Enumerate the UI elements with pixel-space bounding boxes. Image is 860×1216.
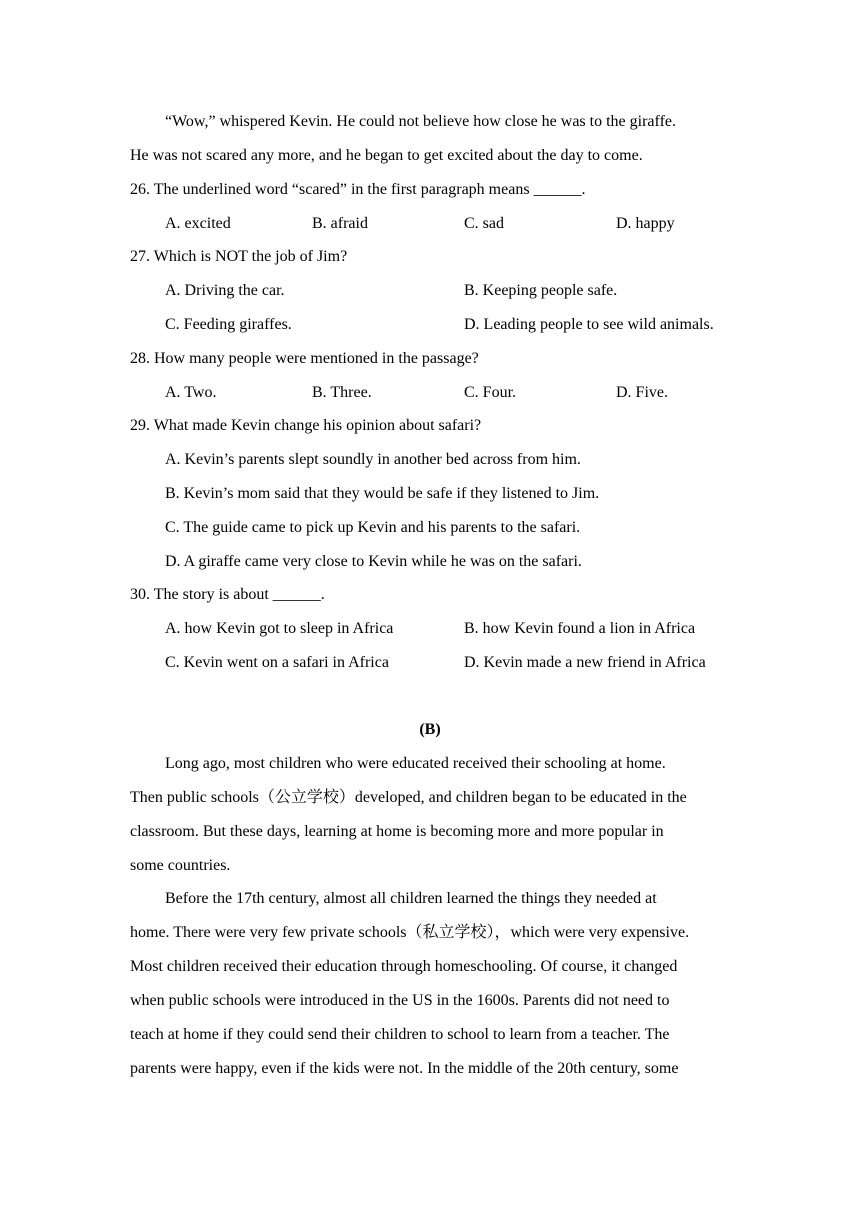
question-26-option-c: C. sad [464, 215, 504, 232]
question-26-option-d: D. happy [616, 215, 675, 232]
question-30-stem: 30. The story is about ______. [130, 586, 325, 603]
question-28-option-a: A. Two. [165, 384, 217, 401]
section-b-paragraph-1-line: some countries. [130, 857, 231, 874]
section-b-paragraph-2-line: Before the 17th century, almost all children learned the things they needed at [165, 890, 657, 907]
question-27-option-d: D. Leading people to see wild animals. [464, 316, 714, 333]
question-28-stem: 28. How many people were mentioned in the passage? [130, 350, 479, 367]
section-b-heading: (B) [419, 721, 441, 738]
question-27-option-b: B. Keeping people safe. [464, 282, 618, 299]
question-27-option-c: C. Feeding giraffes. [165, 316, 292, 333]
question-29-option-c: C. The guide came to pick up Kevin and his parents to the safari. [165, 519, 581, 536]
section-b-paragraph-1-line: classroom. But these days, learning at home is becoming more and more popular in [130, 823, 664, 840]
question-27-stem: 27. Which is NOT the job of Jim? [130, 248, 348, 265]
question-28-option-b: B. Three. [312, 384, 372, 401]
question-28-option-c: C. Four. [464, 384, 517, 401]
question-26-stem: 26. The underlined word “scared” in the first paragraph means ______. [130, 181, 586, 198]
question-28-option-d: D. Five. [616, 384, 668, 401]
section-b-paragraph-1-line: Long ago, most children who were educated received their schooling at home. [165, 755, 666, 772]
question-29-option-b: B. Kevin’s mom said that they would be safe if they listened to Jim. [165, 485, 600, 502]
section-b-paragraph-2-line: when public schools were introduced in the US in the 1600s. Parents did not need to [130, 992, 670, 1009]
question-30-option-c: C. Kevin went on a safari in Africa [165, 654, 389, 671]
question-29-option-d: D. A giraffe came very close to Kevin while he was on the safari. [165, 553, 582, 570]
passage-line: “Wow,” whispered Kevin. He could not believe how close he was to the giraffe. [165, 113, 676, 130]
section-b-paragraph-2-line: home. There were very few private schools（私立学校），which were very expensive. [130, 924, 690, 941]
section-b-paragraph-1-line: Then public schools（公立学校）developed, and children began to be educated in the [130, 789, 687, 806]
question-29-stem: 29. What made Kevin change his opinion about safari? [130, 417, 482, 434]
section-b-paragraph-2-line: Most children received their education through homeschooling. Of course, it changed [130, 958, 678, 975]
question-30-option-a: A. how Kevin got to sleep in Africa [165, 620, 394, 637]
section-b-paragraph-2-line: parents were happy, even if the kids were not. In the middle of the 20th century, some [130, 1060, 679, 1077]
passage-line: He was not scared any more, and he began to get excited about the day to come. [130, 147, 643, 164]
question-30-option-d: D. Kevin made a new friend in Africa [464, 654, 706, 671]
question-30-option-b: B. how Kevin found a lion in Africa [464, 620, 696, 637]
question-27-option-a: A. Driving the car. [165, 282, 285, 299]
section-b-paragraph-2-line: teach at home if they could send their children to school to learn from a teacher. The [130, 1026, 670, 1043]
question-26-option-b: B. afraid [312, 215, 368, 232]
question-29-option-a: A. Kevin’s parents slept soundly in another bed across from him. [165, 451, 581, 468]
question-26-option-a: A. excited [165, 215, 231, 232]
